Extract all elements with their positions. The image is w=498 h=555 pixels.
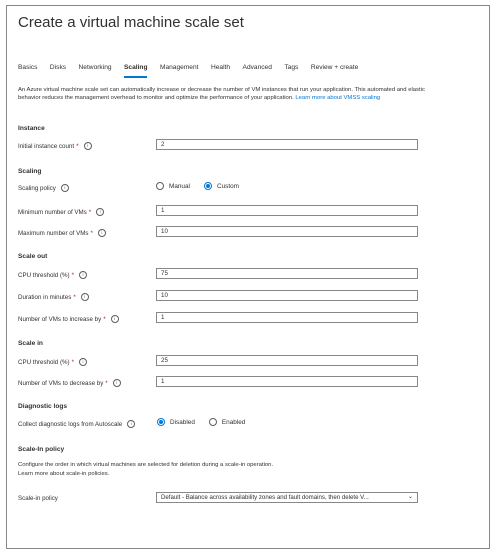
label-text: Initial instance count xyxy=(18,142,75,150)
decrease-by-input[interactable]: 1 xyxy=(156,376,418,387)
tab-networking[interactable]: Networking xyxy=(78,64,112,71)
tab-management[interactable]: Management xyxy=(159,64,199,71)
scaling-policy-manual-option[interactable] xyxy=(156,182,190,190)
duration-label xyxy=(18,293,89,301)
info-icon[interactable]: i xyxy=(79,358,87,366)
scale-in-policy-dropdown[interactable] xyxy=(156,492,418,503)
instance-heading: Instance xyxy=(18,125,45,132)
label-text: Collect diagnostic logs from Autoscale xyxy=(18,420,123,428)
required-marker: * xyxy=(88,208,92,216)
required-marker: * xyxy=(90,229,93,237)
page-title: Create a virtual machine scale set xyxy=(18,14,244,31)
tab-bar xyxy=(18,63,371,79)
radio-button-disabled[interactable] xyxy=(157,418,165,426)
duration-input[interactable]: 10 xyxy=(156,290,418,301)
label-text: CPU threshold (%) xyxy=(18,358,70,366)
label-text: Minimum number of VMs xyxy=(18,208,87,216)
scale-in-heading: Scale in xyxy=(18,340,43,347)
radio-button-enabled[interactable] xyxy=(209,418,217,426)
scale-out-cpu-input[interactable]: 75 xyxy=(156,268,418,279)
radio-label-manual: Manual xyxy=(169,182,190,190)
radio-button-manual[interactable] xyxy=(156,182,164,190)
collect-logs-label xyxy=(18,420,135,428)
scale-out-heading: Scale out xyxy=(18,253,48,260)
initial-instance-count-label xyxy=(18,142,92,150)
radio-selected-dot xyxy=(159,420,163,424)
scale-in-policy-label: Scale-in policy xyxy=(18,495,58,502)
radio-button-custom[interactable] xyxy=(204,182,212,190)
diagnostics-disabled-option[interactable] xyxy=(157,418,195,426)
info-icon[interactable]: i xyxy=(61,184,69,192)
info-icon[interactable]: i xyxy=(81,293,89,301)
label-text: CPU threshold (%) xyxy=(18,271,70,279)
info-icon[interactable]: i xyxy=(111,315,119,323)
label-text: Scaling policy xyxy=(18,184,56,192)
minimum-vms-input[interactable]: 1 xyxy=(156,205,418,216)
vmss-scaling-link[interactable]: Learn more about VMSS scaling xyxy=(295,95,381,102)
required-marker: * xyxy=(76,142,79,150)
initial-instance-count-input[interactable]: 2 xyxy=(156,139,418,150)
scale-in-policy-heading: Scale-In policy xyxy=(18,446,65,453)
tab-review-create[interactable]: Review + create xyxy=(310,64,359,71)
tab-basics[interactable]: Basics xyxy=(18,64,38,71)
description-text: An Azure virtual machine scale set can automatically increase or decrease the number of VM instances that run your application. This automated and elastic behavior reduces the management overhead to monitor and optimize the performance of your application. xyxy=(18,87,425,102)
required-marker: * xyxy=(105,379,108,387)
maximum-vms-input[interactable]: 10 xyxy=(156,226,418,237)
scale-in-cpu-label xyxy=(18,358,87,366)
label-text: Maximum number of VMs xyxy=(18,229,89,237)
tab-tags[interactable]: Tags xyxy=(284,64,299,71)
diagnostic-logs-radio-group xyxy=(157,418,259,426)
dropdown-value: Default - Balance across availability zones and fault domains, then delete V... xyxy=(161,494,369,501)
diagnostic-logs-heading: Diagnostic logs xyxy=(18,403,68,410)
diagnostics-enabled-option[interactable] xyxy=(209,418,245,426)
tab-disks[interactable]: Disks xyxy=(49,64,67,71)
scale-in-policies-link[interactable]: Learn more about scale-in policies. xyxy=(18,471,110,477)
scaling-policy-label xyxy=(18,184,69,192)
scale-in-policy-description: Configure the order in which virtual machines are selected for deletion during a scale-in operation. xyxy=(18,462,274,468)
required-marker: * xyxy=(71,271,75,279)
info-icon[interactable]: i xyxy=(84,142,92,150)
minimum-vms-label xyxy=(18,208,104,216)
radio-label-disabled: Disabled xyxy=(170,418,195,426)
radio-selected-dot xyxy=(206,184,210,188)
scale-out-cpu-label xyxy=(18,271,87,279)
info-icon[interactable]: i xyxy=(96,208,104,216)
scaling-heading: Scaling xyxy=(18,168,42,175)
tab-health[interactable]: Health xyxy=(210,64,231,71)
info-icon[interactable]: i xyxy=(127,420,135,428)
scale-in-cpu-input[interactable]: 25 xyxy=(156,355,418,366)
increase-by-label xyxy=(18,315,119,323)
radio-label-enabled: Enabled xyxy=(221,418,246,426)
info-icon[interactable]: i xyxy=(113,379,121,387)
radio-label-custom: Custom xyxy=(216,182,239,190)
maximum-vms-label xyxy=(18,229,106,237)
label-text: Duration in minutes xyxy=(18,293,72,301)
increase-by-input[interactable]: 1 xyxy=(156,312,418,323)
scaling-description xyxy=(18,86,428,102)
required-marker: * xyxy=(103,315,106,323)
label-text: Number of VMs to increase by xyxy=(18,315,102,323)
tab-scaling[interactable]: Scaling xyxy=(124,63,147,79)
info-icon[interactable]: i xyxy=(98,229,106,237)
required-marker: * xyxy=(73,293,76,301)
chevron-down-icon: ⌄ xyxy=(407,494,413,500)
required-marker: * xyxy=(71,358,75,366)
tab-advanced[interactable]: Advanced xyxy=(242,64,272,71)
scaling-policy-custom-option[interactable] xyxy=(204,182,239,190)
label-text: Number of VMs to decrease by xyxy=(18,379,104,387)
info-icon[interactable]: i xyxy=(79,271,87,279)
decrease-by-label xyxy=(18,379,121,387)
scaling-policy-radio-group xyxy=(156,182,253,190)
